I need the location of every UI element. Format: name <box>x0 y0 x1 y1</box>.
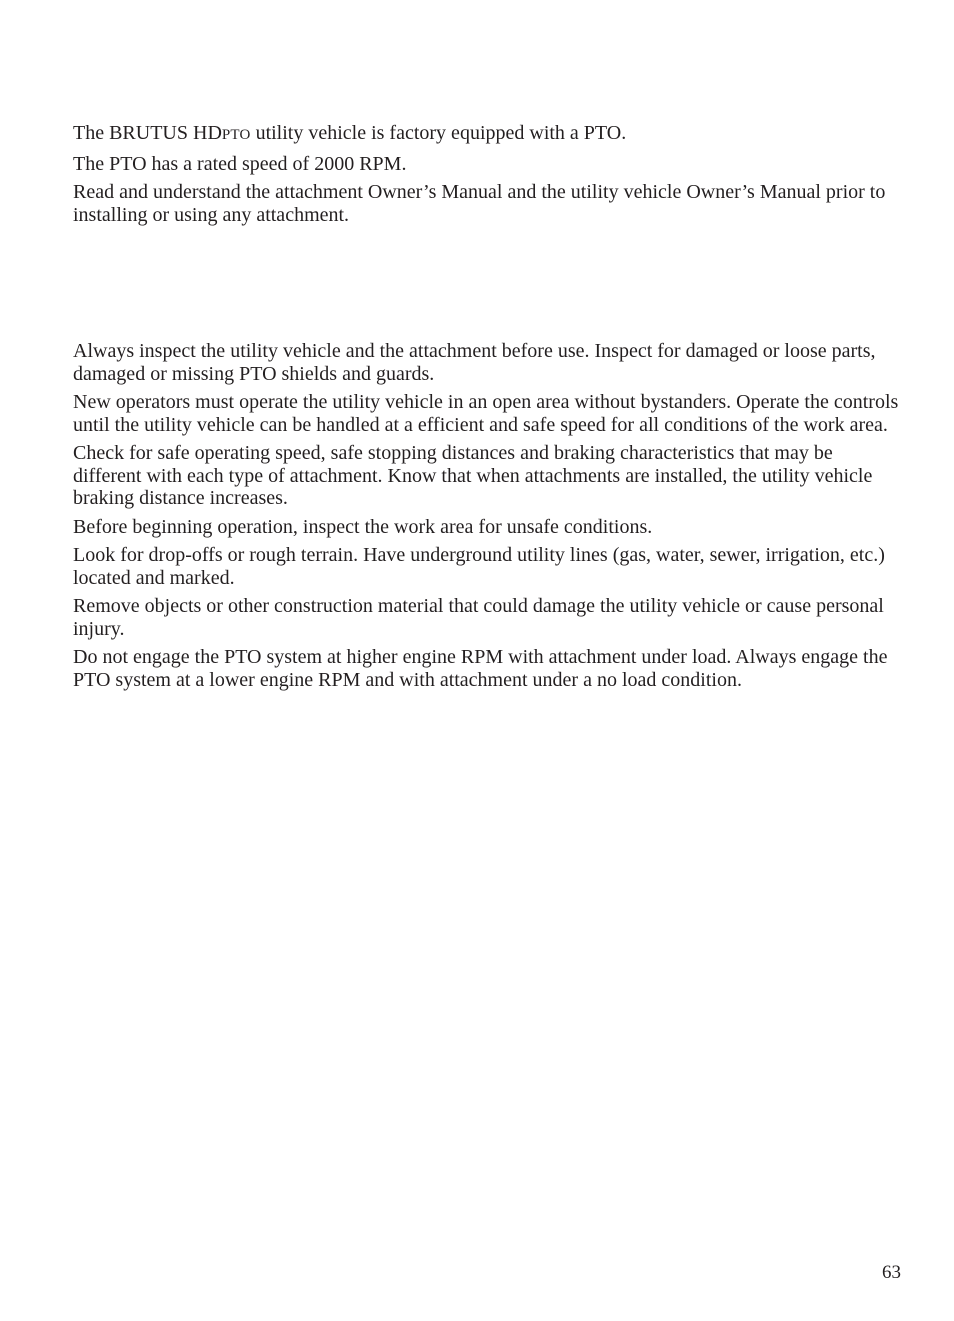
page-number: 63 <box>882 1262 901 1283</box>
pto-intro-section <box>73 122 903 232</box>
safety-paragraph-2: New operators must operate the utility vehicle in an open area without bystanders. Operate the controls until the utility vehicle can be handled at a efficient and safe speed for all conditions of the work area. <box>73 391 899 436</box>
safety-paragraph-1: Always inspect the utility vehicle and the attachment before use. Inspect for damaged or loose parts, damaged or missing PTO shields and guards. <box>73 340 876 385</box>
safety-paragraph-3: Check for safe operating speed, safe stopping distances and braking characteristics that may be different with each type of attachment. Know that when attachments are installed, the utility vehicle braking distance increases. <box>73 442 873 509</box>
safety-paragraph-7: Do not engage the PTO system at higher engine RPM with attachment under load. Always engage the PTO system at a lower engine RPM and with attachment under a no load condition. <box>73 646 888 691</box>
intro-text-after: utility vehicle is factory equipped with a PTO. <box>250 122 627 144</box>
safety-section <box>73 340 903 697</box>
intro-paragraph-1 <box>73 122 903 147</box>
safety-paragraph-4: Before beginning operation, inspect the work area for unsafe conditions. <box>73 515 653 538</box>
model-suffix: PTO <box>221 127 251 143</box>
intro-paragraph-3: Read and understand the attachment Owner’s Manual and the utility vehicle Owner’s Manual prior to installing or using any attachment. <box>73 181 886 226</box>
safety-paragraph-6: Remove objects or other construction material that could damage the utility vehicle or cause personal injury. <box>73 595 884 640</box>
intro-text-before: The BRUTUS HD <box>73 122 222 144</box>
safety-paragraph-5: Look for drop-offs or rough terrain. Have underground utility lines (gas, water, sewer, irrigation, etc.) located and marked. <box>73 544 885 589</box>
intro-paragraph-2: The PTO has a rated speed of 2000 RPM. <box>73 152 407 175</box>
